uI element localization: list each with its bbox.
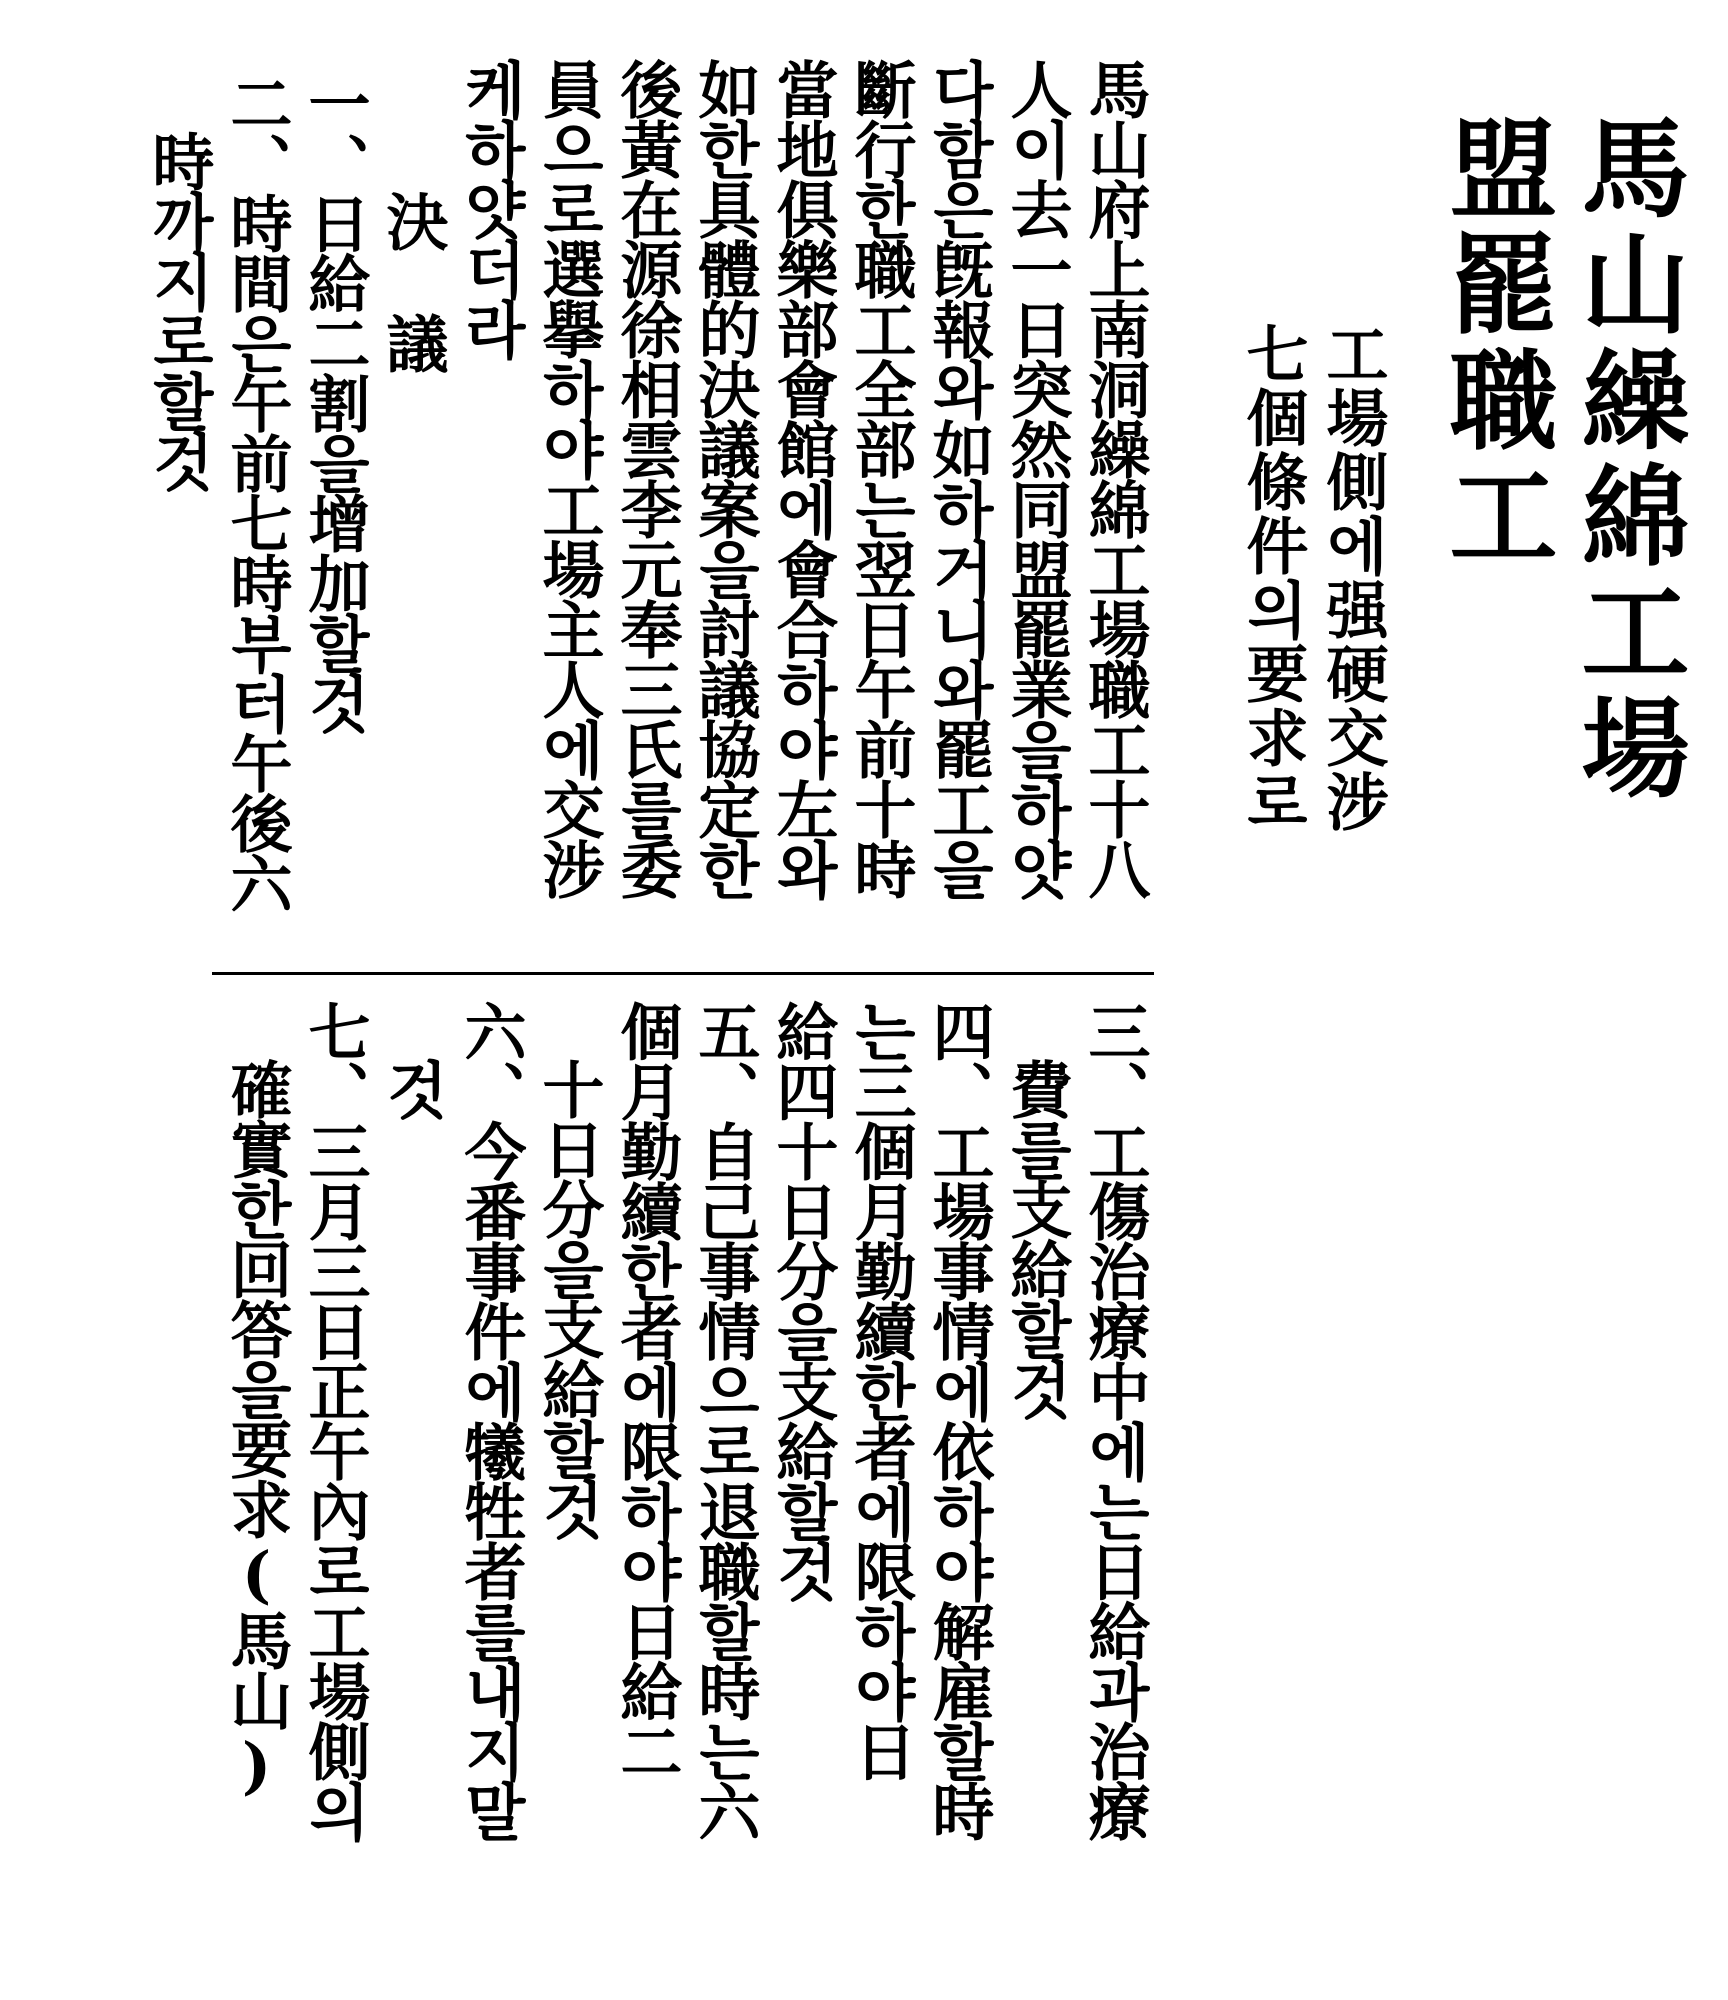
headline-line-1: 馬山繰綿工場: [1563, 112, 1689, 808]
upper-column: 人이去一日突然同盟罷業을하얏: [1000, 58, 1073, 898]
lower-column: 確實한回答을要求(馬山): [220, 1058, 293, 1800]
lower-column: 三、工傷治療中에는日給과治療: [1078, 1000, 1151, 1840]
lower-column: 七、三月三日正午內로工場側의: [298, 1000, 371, 1840]
subhead-line-1: 工場側에强硬交涉: [1316, 322, 1389, 834]
decision-heading: 決議: [376, 190, 449, 434]
upper-column: 當地俱樂部會館에會合하야左와: [766, 58, 839, 898]
lower-column: 는三個月勤續한者에限하야日: [844, 1000, 917, 1780]
subhead-line-2: 七個條件의要求로: [1236, 322, 1309, 834]
lower-column: 個月勤續한者에限하야日給二: [610, 1000, 683, 1780]
upper-column: 馬山府上南洞繰綿工場職工十八: [1078, 58, 1151, 898]
upper-column: 다함은旣報와如하거니와罷工을: [922, 58, 995, 898]
lower-column: 十日分을支給할것: [532, 1058, 605, 1538]
lower-column: 四、工場事情에依하야解雇할時: [922, 1000, 995, 1840]
upper-column: 如한具體的決議案을討議協定한: [688, 58, 761, 898]
upper-column: 後黃在源徐相雲李元奉三氏를委: [610, 58, 683, 898]
decision-item: 時까지로할것: [142, 130, 215, 490]
headline-line-2: 盟罷職工: [1431, 112, 1557, 576]
lower-column: 給四十日分을支給할것: [766, 1000, 839, 1600]
decision-item: 一、日給二割을增加할것: [298, 72, 371, 732]
decision-item: 二、時間은午前七時부터午後六: [220, 72, 293, 912]
upper-column: 員으로選擧하야工場主人에交涉: [532, 58, 605, 898]
upper-column: 케하얏더라: [454, 58, 527, 358]
lower-column: 五、自己事情으로退職할時는六: [688, 1000, 761, 1840]
lower-column: 것: [376, 1058, 449, 1118]
upper-column: 斷行한職工全部는翌日午前十時: [844, 58, 917, 898]
section-divider: [212, 972, 1154, 975]
lower-column: 費를支給할것: [1000, 1058, 1073, 1418]
lower-column: 六、今番事件에犧牲者를내지말: [454, 1000, 527, 1840]
